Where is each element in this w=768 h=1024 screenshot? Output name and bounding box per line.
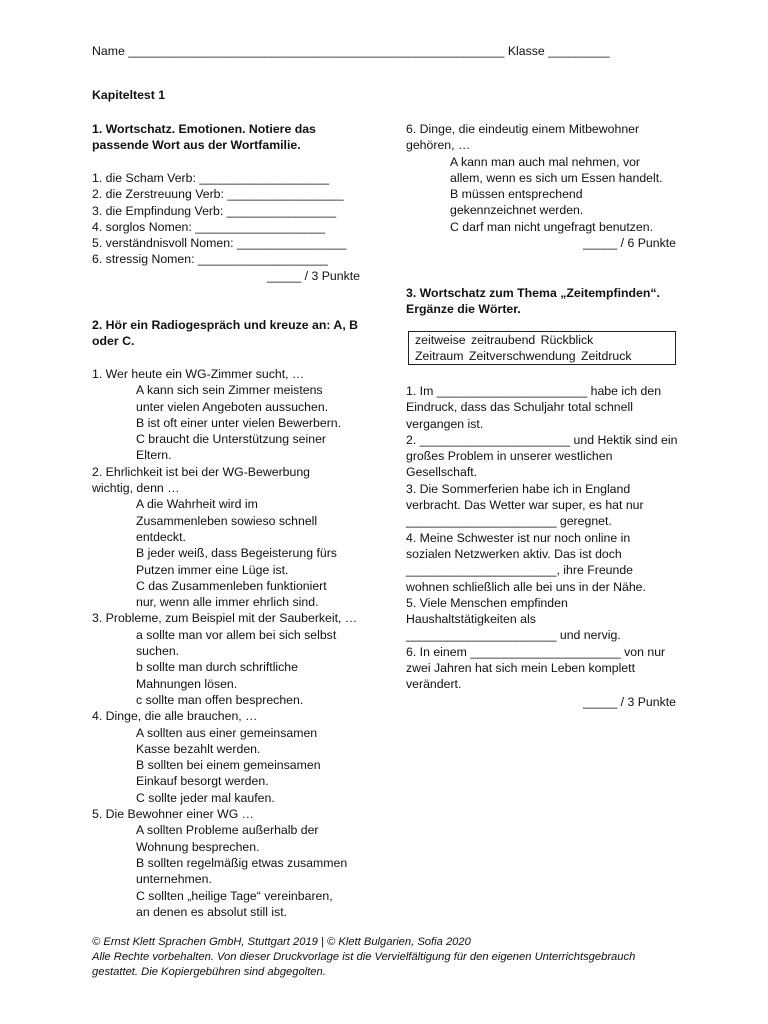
section1-item: 1. die Scham Verb: ___________________ bbox=[92, 171, 330, 185]
question-line: Zusammenleben sowieso schnell bbox=[136, 513, 318, 528]
question-line: nur, wenn alle immer ehrlich sind. bbox=[136, 595, 319, 610]
word-box-line2: Zeitraum Zeitverschwendung Zeitdruck bbox=[415, 348, 632, 363]
question-line: C sollten „heilige Tage“ vereinbaren, bbox=[136, 888, 333, 903]
question-line: B sollten bei einem gemeinsamen bbox=[136, 758, 321, 773]
question-line: Mahnungen lösen. bbox=[136, 676, 238, 691]
question-line: unternehmen. bbox=[136, 872, 212, 887]
name-blank: _______________________________________________________ bbox=[128, 44, 505, 58]
section1-points: _____ / 3 Punkte bbox=[267, 268, 360, 283]
question-line: allem, wenn es sich um Essen handelt. bbox=[450, 170, 663, 185]
question-line: C darf man nicht ungefragt benutzen. bbox=[450, 219, 654, 234]
question-line: gehören, … bbox=[406, 138, 471, 153]
copyright-footer bbox=[92, 935, 722, 980]
section3-title-line2: Ergänze die Wörter. bbox=[406, 302, 521, 316]
sentence-line: verbracht. Das Wetter war super, es hat nur bbox=[406, 498, 644, 513]
question-line: 3. Probleme, zum Beispiel mit der Sauberkeit, … bbox=[92, 611, 358, 626]
question-line: Putzen immer eine Lüge ist. bbox=[136, 562, 289, 577]
sentence-line: 4. Meine Schwester ist nur noch online in bbox=[406, 530, 631, 545]
sentence-line: 1. Im ______________________ habe ich den bbox=[406, 384, 662, 398]
section1-item: 6. stressig Nomen: ___________________ bbox=[92, 252, 328, 267]
question-line: a sollte man vor allem bei sich selbst bbox=[136, 627, 337, 642]
question-line: A die Wahrheit wird im bbox=[136, 497, 258, 512]
question-line: A kann sich sein Zimmer meistens bbox=[136, 383, 323, 398]
word-box bbox=[408, 331, 676, 365]
question-line: 6. Dinge, die eindeutig einem Mitbewohner bbox=[406, 122, 640, 136]
section1-title-line1: 1. Wortschatz. Emotionen. Notiere das bbox=[92, 122, 316, 136]
sentence-line: Haushaltstätigkeiten als bbox=[406, 612, 536, 627]
question-line: b sollte man durch schriftliche bbox=[136, 660, 298, 675]
section3-points: _____ / 3 Punkte bbox=[583, 695, 676, 709]
sentence-line: ______________________ geregnet. bbox=[406, 514, 612, 529]
footer-line: © Ernst Klett Sprachen GmbH, Stuttgart 2019 | © Klett Bulgarien, Sofia 2020 bbox=[92, 936, 471, 948]
sentence-line: sozialen Netzwerken aktiv. Das ist doch bbox=[406, 546, 622, 561]
question-line: 4. Dinge, die alle brauchen, … bbox=[92, 709, 258, 724]
sentence-line: ______________________ und nervig. bbox=[406, 628, 621, 643]
header-row bbox=[92, 43, 610, 59]
question-line: c sollte man offen besprechen. bbox=[136, 692, 304, 707]
question-line: suchen. bbox=[136, 644, 180, 659]
section1-items bbox=[92, 170, 382, 284]
class-label: Klasse bbox=[507, 44, 545, 58]
question-line: 2. Ehrlichkeit ist bei der WG-Bewerbung bbox=[92, 464, 311, 479]
sentence-line: vergangen ist. bbox=[406, 416, 484, 431]
footer-line: Alle Rechte vorbehalten. Von dieser Druckvorlage ist die Vervielfältigung für den eigenen Unterrichtsgebrauch bbox=[92, 951, 636, 963]
sentence-line: 5. Viele Menschen empfinden bbox=[406, 595, 568, 610]
question-line: C sollte jeder mal kaufen. bbox=[136, 790, 275, 805]
section3-title-line1: 3. Wortschatz zum Thema „Zeitempfinden“. bbox=[406, 286, 660, 300]
section2-title-line1: 2. Hör ein Radiogespräch und kreuze an: A, B bbox=[92, 318, 359, 332]
section2-questions bbox=[92, 366, 392, 920]
sentence-line: 2. ______________________ und Hektik sind ein bbox=[406, 432, 678, 447]
question-line: C das Zusammenleben funktioniert bbox=[136, 578, 327, 593]
sentence-line: großes Problem in unserer westlichen bbox=[406, 449, 613, 464]
question-line: Wohnung besprechen. bbox=[136, 839, 260, 854]
test-title: Kapiteltest 1 bbox=[92, 88, 166, 102]
question-line: A kann man auch mal nehmen, vor bbox=[450, 154, 641, 169]
footer-line: gestattet. Die Kopiergebühren sind abgegolten. bbox=[92, 966, 326, 978]
section1-item: 2. die Zerstreuung Verb: _________________ bbox=[92, 187, 344, 202]
section1-item: 5. verständnisvoll Nomen: ________________ bbox=[92, 236, 347, 251]
question-line: Kasse bezahlt werden. bbox=[136, 741, 261, 756]
section2-questions-continued bbox=[406, 121, 681, 235]
section1-item: 3. die Empfindung Verb: ________________ bbox=[92, 203, 337, 218]
question-line: B ist oft einer unter vielen Bewerbern. bbox=[136, 415, 342, 430]
sentence-line: verändert. bbox=[406, 677, 462, 692]
question-line: unter vielen Angeboten aussuchen. bbox=[136, 399, 329, 414]
question-line: B müssen entsprechend bbox=[450, 187, 583, 202]
question-line: A sollten Probleme außerhalb der bbox=[136, 823, 319, 838]
sentence-line: zwei Jahren hat sich mein Leben komplett bbox=[406, 661, 635, 676]
question-line: Einkauf besorgt werden. bbox=[136, 774, 269, 789]
question-line: A sollten aus einer gemeinsamen bbox=[136, 725, 318, 740]
question-line: B jeder weiß, dass Begeisterung fürs bbox=[136, 546, 337, 561]
question-line: B sollten regelmäßig etwas zusammen bbox=[136, 855, 348, 870]
section1-title-line2: passende Wort aus der Wortfamilie. bbox=[92, 138, 301, 152]
question-line: 5. Die Bewohner einer WG … bbox=[92, 807, 254, 822]
sentence-line: 3. Die Sommerferien habe ich in England bbox=[406, 481, 631, 496]
question-line: gekennzeichnet werden. bbox=[450, 203, 584, 218]
name-label: Name bbox=[92, 44, 125, 58]
class-blank: _________ bbox=[548, 44, 610, 58]
word-box-line1: zeitweise zeitraubend Rückblick bbox=[415, 333, 594, 347]
sentence-line: Gesellschaft. bbox=[406, 465, 478, 480]
section1-item: 4. sorglos Nomen: ___________________ bbox=[92, 219, 326, 234]
question-line: wichtig, denn … bbox=[92, 481, 180, 496]
sentence-line: Eindruck, dass das Schuljahr total schnell bbox=[406, 400, 633, 415]
section2-title-line2: oder C. bbox=[92, 334, 135, 348]
question-line: an denen es absolut still ist. bbox=[136, 904, 288, 919]
question-line: Eltern. bbox=[136, 448, 172, 463]
sentence-line: 6. In einem ______________________ von nur bbox=[406, 644, 666, 659]
question-line: 1. Wer heute ein WG-Zimmer sucht, … bbox=[92, 367, 305, 381]
sentence-line: wohnen schließlich alle bei uns in der Nähe. bbox=[406, 579, 646, 594]
question-line: C braucht die Unterstützung seiner bbox=[136, 432, 327, 447]
sentence-line: ______________________, ihre Freunde bbox=[406, 563, 634, 578]
question-line: entdeckt. bbox=[136, 529, 186, 544]
section2-points: _____ / 6 Punkte bbox=[583, 236, 676, 250]
section3-sentences bbox=[406, 383, 681, 693]
